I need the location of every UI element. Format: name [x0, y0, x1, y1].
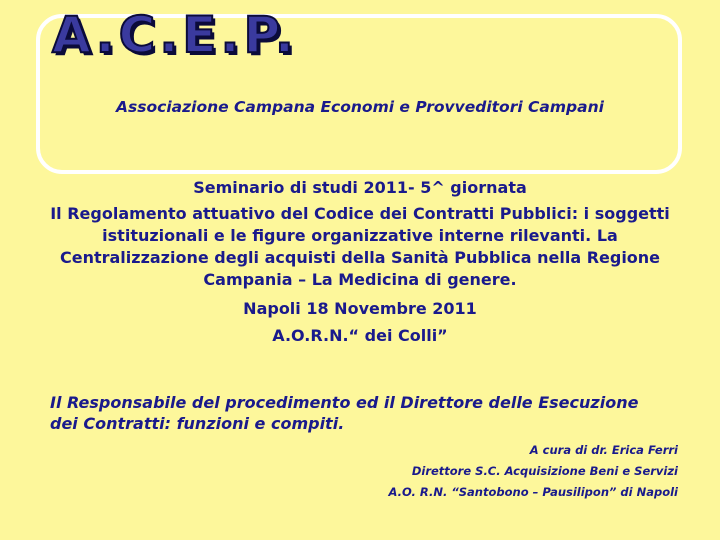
date-place: Napoli 18 Novembre 2011	[243, 299, 477, 318]
seminar-title: Seminario di studi 2011- 5^ giornata	[193, 178, 527, 197]
talk-title: Il Responsabile del procedimento ed il Direttore delle Esecuzione dei Contratti: funzioni e compiti.	[50, 393, 639, 433]
acep-logo: A.C.E.P.	[52, 6, 298, 64]
author-line: A cura di dr. Erica Ferri	[529, 443, 678, 457]
seminar-info	[30, 178, 690, 345]
organization-line: A.O. R.N. “Santobono – Pausilipon” di Napoli	[388, 485, 678, 499]
role-line: Direttore S.C. Acquisizione Beni e Servizi	[411, 464, 678, 478]
association-name: Associazione Campana Economi e Provveditori Campani	[116, 98, 604, 116]
seminar-topic: Il Regolamento attuativo del Codice dei Contratti Pubblici: i soggetti istituzionali e le figure organizzative interne rilevanti. La Centralizzazione degli acquisti della Sanità Pubblica nella Regione Campania – La Medicina di genere.	[50, 204, 670, 289]
credits	[389, 440, 678, 503]
venue: A.O.R.N.“ dei Colli”	[272, 326, 448, 345]
